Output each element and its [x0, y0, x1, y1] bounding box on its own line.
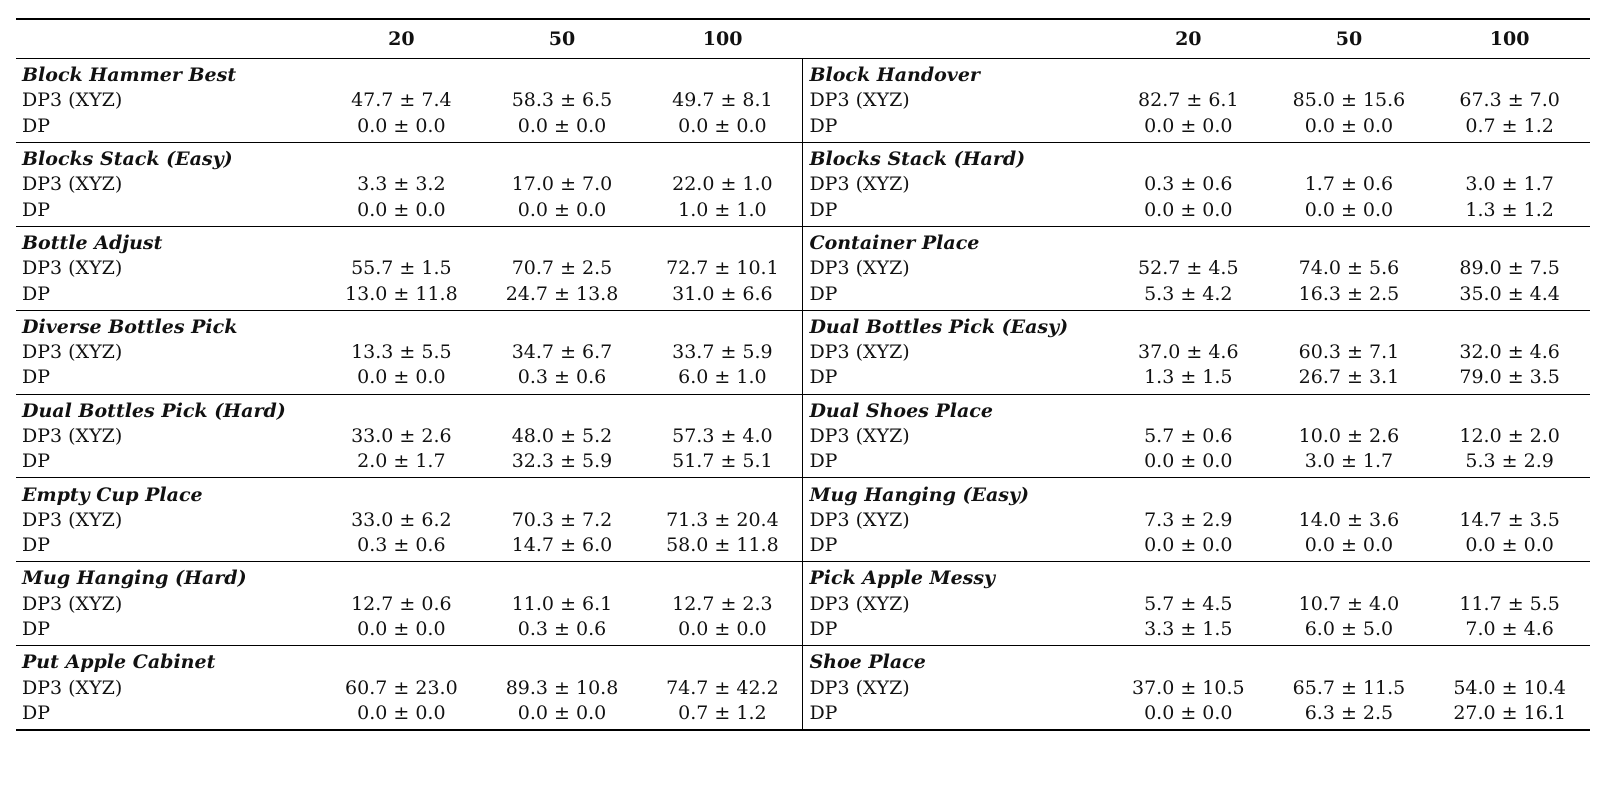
header-col-100-left: 100 [702, 28, 743, 50]
task-row [16, 310, 1590, 340]
value-cell: 57.3 ± 4.0 [672, 425, 773, 447]
method-row [16, 617, 1590, 646]
value-cell: 0.0 ± 0.0 [482, 197, 643, 226]
value-cell: 70.3 ± 7.2 [511, 508, 613, 531]
method-name-right: DP [803, 365, 1108, 394]
value-cell: 6.0 ± 5.0 [1269, 617, 1430, 646]
value-cell: 1.3 ± 1.2 [1429, 197, 1590, 226]
method-name-left: DP3 (XYZ) [22, 508, 123, 531]
task-name-right: Pick Apple Messy [803, 562, 1108, 592]
value-cell: 34.7 ± 6.7 [511, 341, 613, 364]
value-cell: 0.0 ± 0.0 [321, 114, 482, 143]
value-cell: 0.3 ± 0.6 [1144, 173, 1233, 196]
task-name-right: Container Place [803, 226, 1108, 256]
method-name-left: DP3 (XYZ) [22, 341, 123, 364]
value-cell: 67.3 ± 7.0 [1459, 89, 1560, 112]
header-blank-left [16, 19, 321, 59]
value-cell: 47.7 ± 7.4 [351, 89, 452, 112]
method-name-left: DP [16, 197, 321, 226]
method-name-right: DP [803, 449, 1108, 478]
task-row [16, 562, 1590, 592]
value-cell: 70.7 ± 2.5 [511, 257, 613, 280]
value-cell: 60.7 ± 23.0 [345, 676, 458, 699]
value-cell: 12.7 ± 0.6 [351, 592, 452, 615]
method-row [16, 424, 1590, 449]
value-cell: 24.7 ± 13.8 [482, 281, 643, 310]
task-row [16, 59, 1590, 89]
task-name-right: Blocks Stack (Hard) [803, 142, 1108, 172]
value-cell: 35.0 ± 4.4 [1429, 281, 1590, 310]
method-name-right: DP [803, 701, 1108, 730]
method-row [16, 172, 1590, 197]
value-cell: 5.7 ± 4.5 [1144, 592, 1233, 615]
method-row [16, 533, 1590, 562]
value-cell: 3.3 ± 3.2 [357, 173, 446, 196]
value-cell: 74.7 ± 42.2 [666, 676, 779, 699]
value-cell: 33.0 ± 6.2 [351, 508, 452, 531]
header-blank-right [803, 19, 1108, 59]
method-name-left: DP [16, 114, 321, 143]
value-cell: 13.0 ± 11.8 [321, 281, 482, 310]
method-name-left: DP3 (XYZ) [22, 592, 123, 615]
value-cell: 33.0 ± 2.6 [351, 425, 452, 447]
value-cell: 79.0 ± 3.5 [1429, 365, 1590, 394]
value-cell: 10.7 ± 4.0 [1298, 592, 1400, 615]
table-body [16, 59, 1590, 731]
value-cell: 89.3 ± 10.8 [505, 676, 619, 699]
value-cell: 0.0 ± 0.0 [642, 617, 803, 646]
value-cell: 10.0 ± 2.6 [1298, 425, 1400, 447]
task-row [16, 478, 1590, 508]
value-cell: 58.3 ± 6.5 [511, 89, 613, 112]
method-name-right: DP3 (XYZ) [803, 508, 1108, 533]
value-cell: 0.7 ± 1.2 [642, 701, 803, 730]
results-table [16, 18, 1590, 731]
value-cell: 3.3 ± 1.5 [1108, 617, 1269, 646]
task-name-right: Dual Bottles Pick (Easy) [803, 310, 1108, 340]
value-cell: 0.3 ± 0.6 [482, 617, 643, 646]
method-row [16, 508, 1590, 533]
value-cell: 72.7 ± 10.1 [666, 257, 779, 280]
value-cell: 65.7 ± 11.5 [1292, 676, 1406, 699]
value-cell: 0.0 ± 0.0 [482, 114, 643, 143]
value-cell: 37.0 ± 10.5 [1132, 676, 1245, 699]
value-cell: 71.3 ± 20.4 [666, 508, 779, 531]
value-cell: 58.0 ± 11.8 [642, 533, 803, 562]
method-row [16, 365, 1590, 394]
value-cell: 0.0 ± 0.0 [321, 701, 482, 730]
value-cell: 14.7 ± 6.0 [482, 533, 643, 562]
task-name-left: Bottle Adjust [22, 231, 163, 254]
method-row [16, 449, 1590, 478]
value-cell: 0.0 ± 0.0 [1269, 114, 1430, 143]
value-cell: 2.0 ± 1.7 [321, 449, 482, 478]
value-cell: 0.0 ± 0.0 [1108, 533, 1269, 562]
value-cell: 0.0 ± 0.0 [321, 197, 482, 226]
value-cell: 0.0 ± 0.0 [321, 365, 482, 394]
value-cell: 11.7 ± 5.5 [1459, 592, 1560, 615]
value-cell: 55.7 ± 1.5 [351, 257, 452, 280]
value-cell: 49.7 ± 8.1 [672, 89, 773, 112]
value-cell: 7.0 ± 4.6 [1429, 617, 1590, 646]
header-col-20-left: 20 [388, 28, 415, 50]
value-cell: 17.0 ± 7.0 [511, 173, 613, 196]
value-cell: 0.0 ± 0.0 [1108, 197, 1269, 226]
task-name-left: Diverse Bottles Pick [22, 315, 238, 338]
value-cell: 32.0 ± 4.6 [1459, 341, 1560, 364]
value-cell: 1.7 ± 0.6 [1304, 173, 1394, 196]
task-row [16, 646, 1590, 676]
value-cell: 37.0 ± 4.6 [1138, 341, 1239, 364]
value-cell: 14.7 ± 3.5 [1459, 508, 1560, 531]
value-cell: 0.0 ± 0.0 [1429, 533, 1590, 562]
task-row [16, 226, 1590, 256]
value-cell: 0.0 ± 0.0 [482, 701, 643, 730]
method-name-left: DP [16, 617, 321, 646]
value-cell: 85.0 ± 15.6 [1292, 89, 1406, 112]
method-name-right: DP3 (XYZ) [803, 88, 1108, 113]
method-name-left: DP [16, 533, 321, 562]
method-name-left: DP [16, 701, 321, 730]
value-cell: 5.3 ± 4.2 [1108, 281, 1269, 310]
table-header [16, 19, 1590, 59]
task-name-right: Dual Shoes Place [803, 394, 1108, 424]
task-name-left: Empty Cup Place [22, 483, 203, 506]
value-cell: 82.7 ± 6.1 [1138, 89, 1239, 112]
header-col-100-right: 100 [1489, 28, 1530, 50]
method-name-right: DP3 (XYZ) [803, 676, 1108, 701]
value-cell: 33.7 ± 5.9 [672, 341, 773, 364]
value-cell: 12.0 ± 2.0 [1459, 425, 1560, 447]
value-cell: 1.0 ± 1.0 [642, 197, 803, 226]
value-cell: 5.3 ± 2.9 [1429, 449, 1590, 478]
task-name-left: Blocks Stack (Easy) [22, 148, 233, 171]
method-row [16, 256, 1590, 281]
value-cell: 0.7 ± 1.2 [1429, 114, 1590, 143]
task-name-left: Put Apple Cabinet [22, 651, 216, 674]
task-name-right: Mug Hanging (Easy) [803, 478, 1108, 508]
value-cell: 16.3 ± 2.5 [1269, 281, 1430, 310]
method-row [16, 197, 1590, 226]
method-name-right: DP [803, 281, 1108, 310]
method-name-right: DP3 (XYZ) [803, 256, 1108, 281]
task-name-left: Mug Hanging (Hard) [22, 567, 247, 590]
value-cell: 48.0 ± 5.2 [511, 425, 613, 447]
header-col-50-left: 50 [548, 28, 576, 50]
method-name-right: DP3 (XYZ) [803, 340, 1108, 365]
value-cell: 3.0 ± 1.7 [1269, 449, 1430, 478]
value-cell: 0.0 ± 0.0 [1269, 533, 1430, 562]
task-name-left: Block Hammer Best [22, 64, 237, 87]
value-cell: 0.0 ± 0.0 [1108, 449, 1269, 478]
value-cell: 14.0 ± 3.6 [1298, 508, 1400, 531]
task-row [16, 142, 1590, 172]
value-cell: 51.7 ± 5.1 [642, 449, 803, 478]
method-name-left: DP3 (XYZ) [22, 676, 123, 699]
value-cell: 52.7 ± 4.5 [1138, 257, 1239, 280]
method-name-right: DP3 (XYZ) [803, 592, 1108, 617]
method-name-left: DP [16, 365, 321, 394]
method-name-right: DP3 (XYZ) [803, 172, 1108, 197]
value-cell: 54.0 ± 10.4 [1453, 676, 1566, 699]
value-cell: 0.0 ± 0.0 [1108, 701, 1269, 730]
value-cell: 0.0 ± 0.0 [321, 617, 482, 646]
header-col-50-right: 50 [1335, 28, 1363, 50]
value-cell: 12.7 ± 2.3 [672, 592, 773, 615]
value-cell: 22.0 ± 1.0 [672, 173, 773, 196]
task-row [16, 394, 1590, 424]
method-name-left: DP3 (XYZ) [22, 425, 123, 447]
method-row [16, 592, 1590, 617]
value-cell: 11.0 ± 6.1 [511, 592, 613, 615]
method-name-right: DP [803, 533, 1108, 562]
results-table-container [16, 18, 1590, 731]
value-cell: 89.0 ± 7.5 [1459, 257, 1560, 280]
value-cell: 0.0 ± 0.0 [642, 114, 803, 143]
method-name-left: DP3 (XYZ) [22, 257, 123, 280]
method-row [16, 88, 1590, 113]
method-name-left: DP [16, 281, 321, 310]
value-cell: 13.3 ± 5.5 [351, 341, 452, 364]
value-cell: 27.0 ± 16.1 [1429, 701, 1590, 730]
header-col-20-right: 20 [1175, 28, 1202, 50]
task-name-right: Shoe Place [803, 646, 1108, 676]
method-row [16, 676, 1590, 701]
value-cell: 5.7 ± 0.6 [1144, 425, 1233, 447]
method-row [16, 281, 1590, 310]
value-cell: 60.3 ± 7.1 [1298, 341, 1400, 364]
method-name-right: DP3 (XYZ) [803, 424, 1108, 449]
method-name-right: DP [803, 617, 1108, 646]
value-cell: 74.0 ± 5.6 [1298, 257, 1400, 280]
value-cell: 0.3 ± 0.6 [482, 365, 643, 394]
value-cell: 7.3 ± 2.9 [1144, 508, 1233, 531]
value-cell: 32.3 ± 5.9 [482, 449, 643, 478]
value-cell: 0.0 ± 0.0 [1269, 197, 1430, 226]
method-name-right: DP [803, 114, 1108, 143]
method-row [16, 114, 1590, 143]
method-name-left: DP [16, 449, 321, 478]
value-cell: 3.0 ± 1.7 [1465, 173, 1554, 196]
method-name-right: DP [803, 197, 1108, 226]
value-cell: 1.3 ± 1.5 [1108, 365, 1269, 394]
value-cell: 6.3 ± 2.5 [1269, 701, 1430, 730]
method-row [16, 340, 1590, 365]
task-name-left: Dual Bottles Pick (Hard) [22, 399, 286, 422]
method-row [16, 701, 1590, 730]
task-name-right: Block Handover [803, 59, 1108, 89]
value-cell: 0.0 ± 0.0 [1108, 114, 1269, 143]
value-cell: 6.0 ± 1.0 [642, 365, 803, 394]
value-cell: 31.0 ± 6.6 [642, 281, 803, 310]
method-name-left: DP3 (XYZ) [22, 89, 123, 112]
value-cell: 26.7 ± 3.1 [1269, 365, 1430, 394]
method-name-left: DP3 (XYZ) [22, 173, 123, 196]
value-cell: 0.3 ± 0.6 [321, 533, 482, 562]
